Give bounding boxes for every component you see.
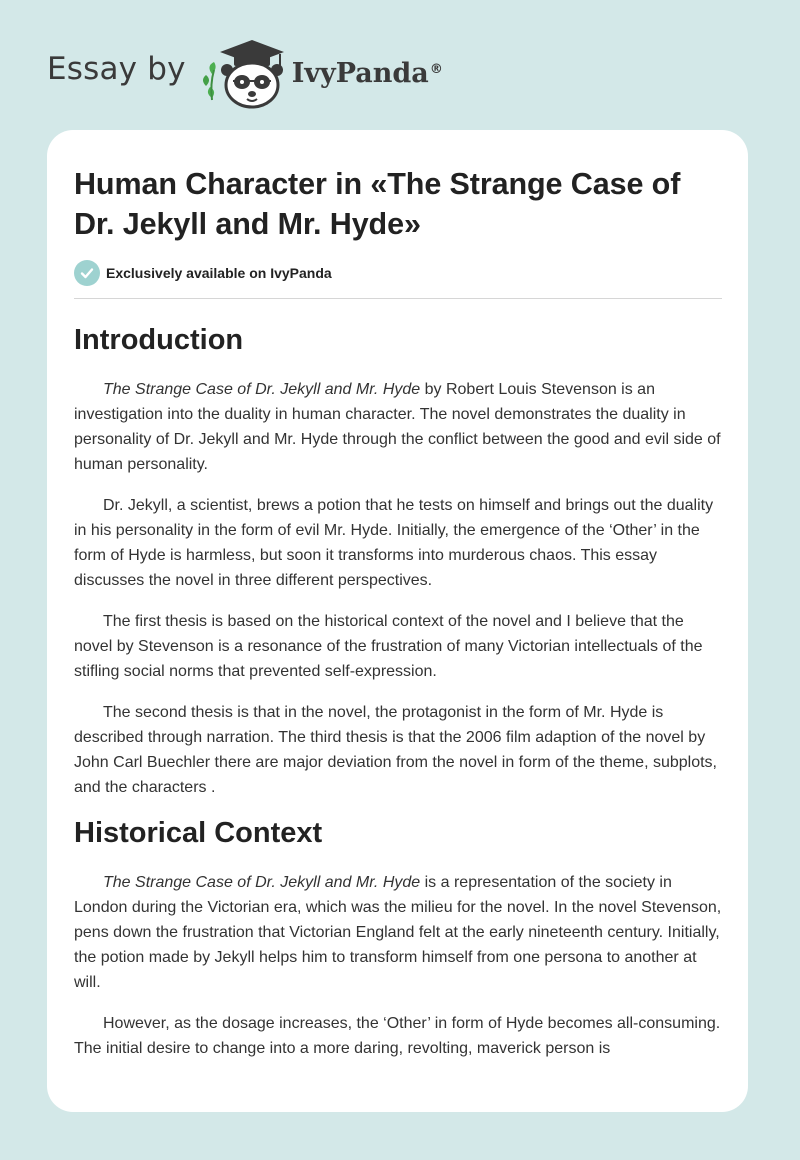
paragraph — [74, 870, 722, 995]
paragraph-text: However, as the dosage increases, the ‘Other’ in form of Hyde becomes all-consuming. The initial desire to change into a more daring, revolting, maverick person is — [74, 1015, 721, 1057]
section-heading-historical-context: Historical Context — [74, 817, 323, 849]
brand-name-text: IvyPanda — [291, 57, 429, 89]
brand-prefix: Essay by — [47, 51, 186, 87]
paragraph — [74, 493, 722, 593]
paragraph-text: by Robert Louis Stevenson is an investigation into the duality in human character. The novel demonstrates the duality in personality of Dr. Jekyll and Mr. Hyde through the conflict between the good and evil side of human personality. — [74, 381, 721, 473]
paragraph — [74, 700, 722, 800]
paragraph — [74, 377, 722, 477]
paragraph-text: Dr. Jekyll, a scientist, brews a potion that he tests on himself and brings out the duality in his personality in the form of evil Mr. Hyde. Initially, the emergence of the ‘Other’ in the form of Hyde is harmless, but soon it transforms into murderous chaos. This essay discusses the novel in three different perspectives. — [74, 497, 714, 589]
essay-title: Human Character in «The Strange Case of Dr. Jekyll and Mr. Hyde» — [74, 167, 681, 241]
title-divider — [74, 298, 722, 299]
exclusive-badge — [74, 260, 722, 286]
essay-card — [47, 130, 748, 1112]
paragraph-text: is a representation of the society in London during the Victorian era, which was the milieu for the novel. In the novel Stevenson, pens down the frustration that Victorian England felt at the early nineteenth century. Initially, the potion made by Jekyll helps him to transform himself from one persona to another at will. — [74, 874, 722, 991]
checkmark-icon — [74, 260, 100, 286]
exclusive-badge-label: Exclusively available on IvyPanda — [106, 265, 332, 281]
registered-mark: ® — [429, 61, 443, 77]
paragraph-text: The second thesis is that in the novel, the protagonist in the form of Mr. Hyde is described through narration. The third thesis is that the 2006 film adaption of the novel by John Carl Buechler there are major deviation from the novel in form of the theme, subplots, and the characters . — [74, 704, 717, 796]
section-heading-introduction: Introduction — [74, 324, 244, 356]
book-title-italic: The Strange Case of Dr. Jekyll and Mr. Hyde — [103, 381, 421, 398]
paragraph — [74, 609, 722, 684]
site-header — [47, 34, 443, 110]
book-title-italic: The Strange Case of Dr. Jekyll and Mr. Hyde — [103, 874, 421, 891]
ivypanda-logo-icon[interactable] — [200, 34, 288, 110]
paragraph-text: The first thesis is based on the historical context of the novel and I believe that the novel by Stevenson is a resonance of the frustration of many Victorian intellectuals of the stifling social norms that prevented self-expression. — [74, 613, 703, 680]
paragraph — [74, 1011, 722, 1061]
brand-name[interactable] — [292, 58, 443, 89]
